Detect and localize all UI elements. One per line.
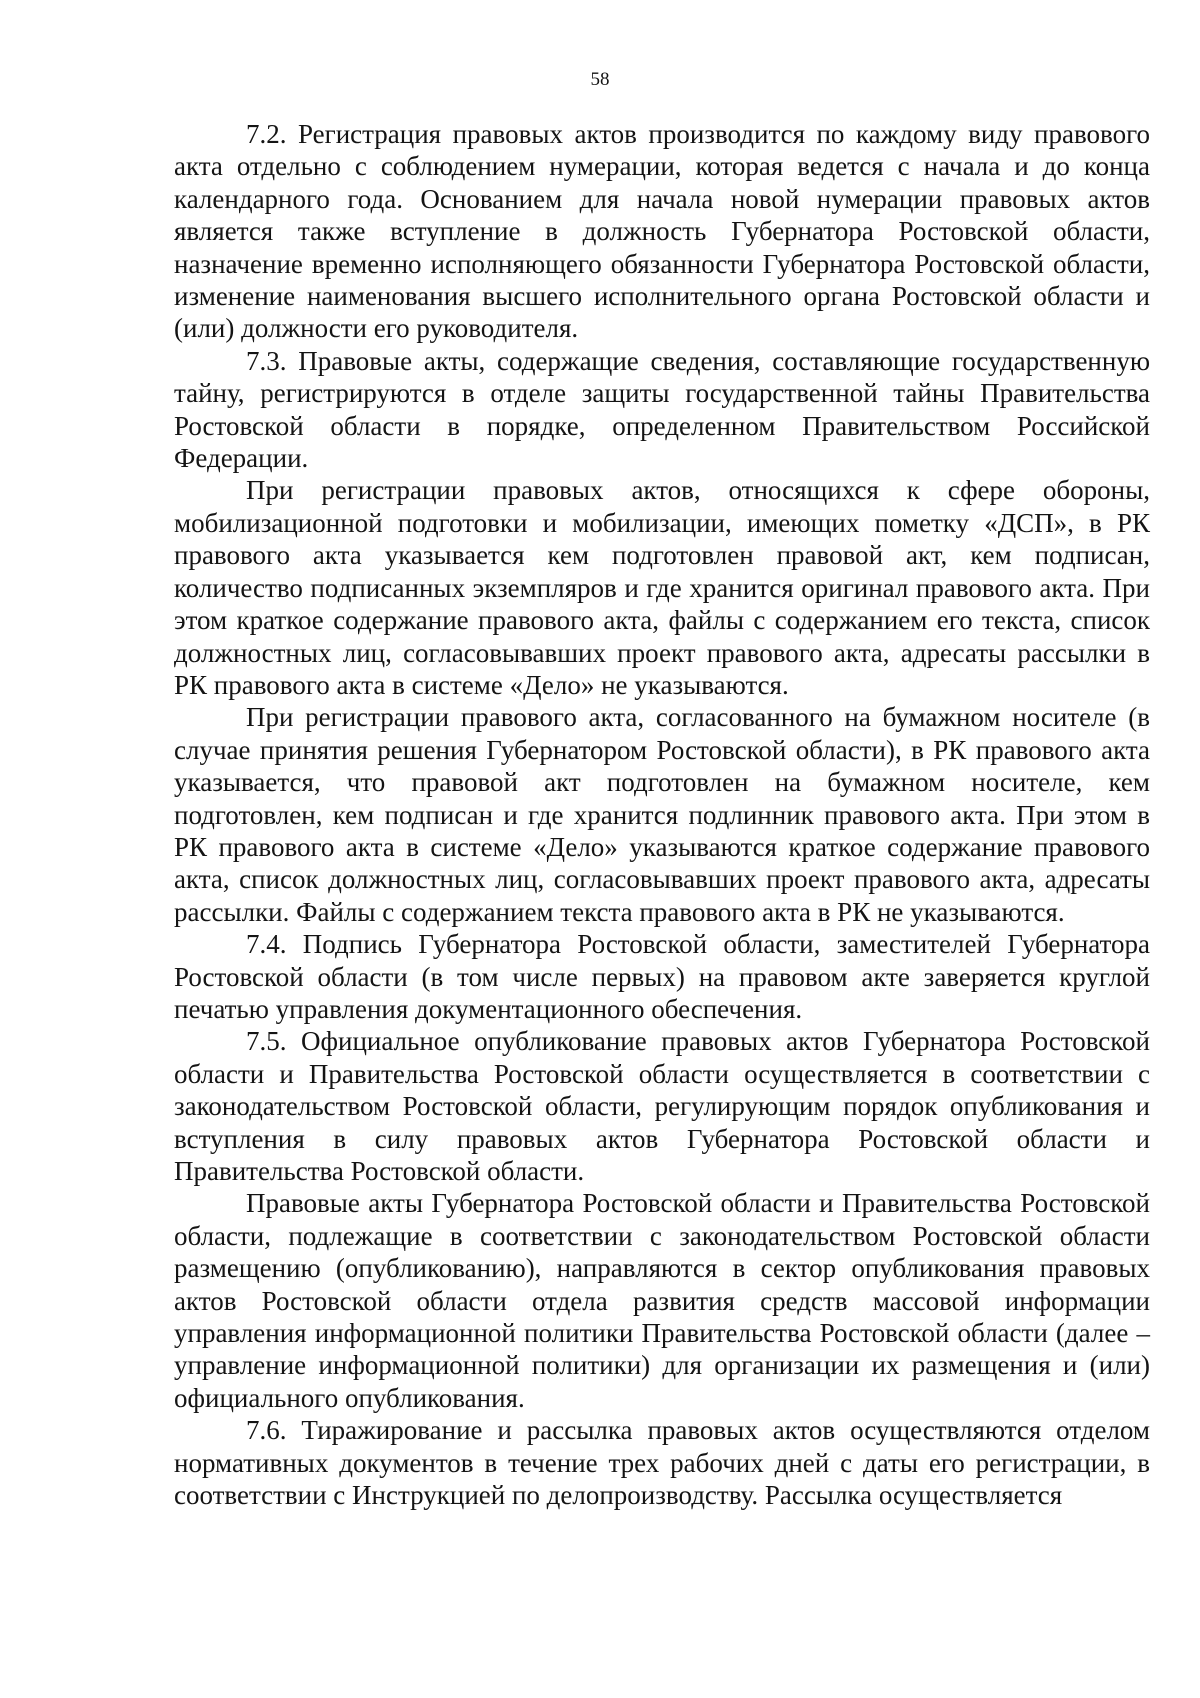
page-number-container (0, 68, 1200, 92)
paragraph-7-3: 7.3. Правовые акты, содержащие сведения, составляющие государственную тайну, регистрируются в отделе защиты государственной тайны Правительства Ростовской области в порядке, определенном Правительством Российской Федерации. (174, 345, 1150, 474)
document-body (174, 118, 1150, 1511)
paragraph-registration-dsp: При регистрации правовых актов, относящихся к сфере обороны, мобилизационной подготовки и мобилизации, имеющих пометку «ДСП», в РК правового акта указывается кем подготовлен правовой акт, кем подписан, количество подписанных экземпляров и где хранится оригинал правового акта. При этом краткое содержание правового акта, файлы с содержанием его текста, список должностных лиц, согласовывавших проект правового акта, адресаты рассылки в РК правового акта в системе «Дело» не указываются. (174, 475, 1150, 700)
paragraph-7-6: 7.6. Тиражирование и рассылка правовых актов осуществляются отделом нормативных документов в течение трех рабочих дней с даты его регистрации, в соответствии с Инструкцией по делопроизводству. Рассылка осуществляется (174, 1415, 1150, 1511)
paragraph-publication-routing: Правовые акты Губернатора Ростовской области и Правительства Ростовской области, подлежащие в соответствии с законодательством Ростовской области размещению (опубликованию), направляются в сектор опубликования правовых актов Ростовской области отдела развития средств массовой информации управления информационной политики Правительства Ростовской области (далее – управление информационной политики) для организации их размещения и (или) официального опубликования. (174, 1188, 1150, 1413)
paragraph-7-2: 7.2. Регистрация правовых актов производится по каждому виду правового акта отдельно с соблюдением нумерации, которая ведется с начала и до конца календарного года. Основанием для начала новой нумерации правовых актов является также вступление в должность Губернатора Ростовской области, назначение временно исполняющего обязанности Губернатора Ростовской области, изменение наименования высшего исполнительного органа Ростовской области и (или) должности его руководителя. (174, 119, 1150, 344)
paragraph-7-5: 7.5. Официальное опубликование правовых актов Губернатора Ростовской области и Правительства Ростовской области осуществляется в соответствии с законодательством Ростовской области, регулирующим порядок опубликования и вступления в силу правовых актов Губернатора Ростовской области и Правительства Ростовской области. (174, 1026, 1150, 1186)
paragraph-registration-paper: При регистрации правового акта, согласованного на бумажном носителе (в случае принятия решения Губернатором Ростовской области), в РК правового акта указывается, что правовой акт подготовлен на бумажном носителе, кем подготовлен, кем подписан и где хранится подлинник правового акта. При этом в РК правового акта в системе «Дело» указываются краткое содержание правового акта, список должностных лиц, согласовывавших проект правового акта, адресаты рассылки. Файлы с содержанием текста правового акта в РК не указываются. (174, 702, 1150, 927)
page-number: 58 (590, 69, 610, 90)
paragraph-7-4: 7.4. Подпись Губернатора Ростовской области, заместителей Губернатора Ростовской области (в том числе первых) на правовом акте заверяется круглой печатью управления документационного обеспечения. (174, 929, 1150, 1024)
